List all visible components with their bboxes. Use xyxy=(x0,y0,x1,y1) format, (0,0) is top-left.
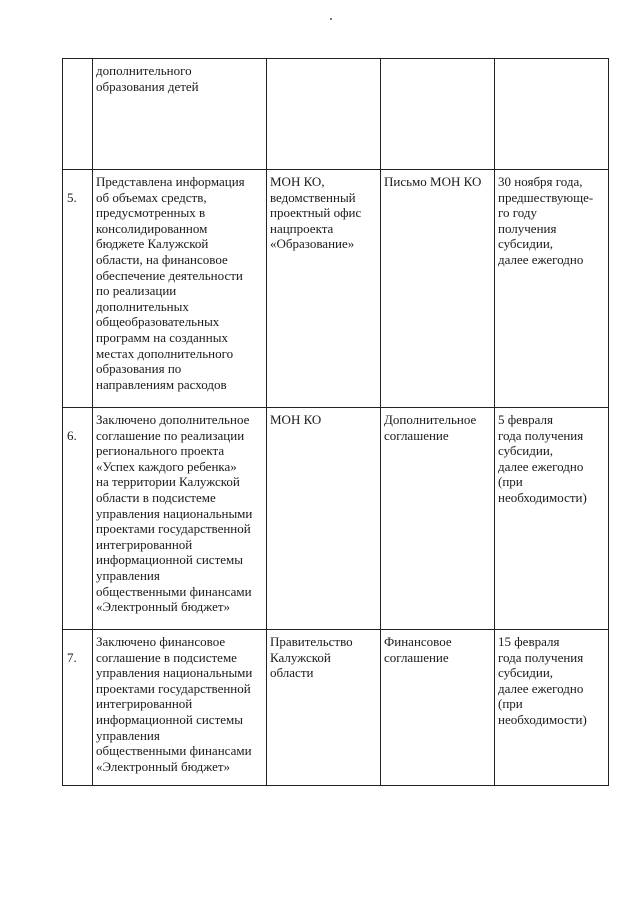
responsible-cell xyxy=(267,170,381,408)
table-row xyxy=(63,170,609,408)
plan-table xyxy=(62,58,609,786)
row-number: 5. xyxy=(63,170,93,408)
table-row-continuation xyxy=(63,59,609,170)
document-cell xyxy=(381,170,495,408)
number-cell xyxy=(63,59,93,170)
document-cell xyxy=(381,59,495,170)
deadline-text: 5 февраля года получения субсидии, далее ежегодно (при необходимости) xyxy=(498,412,587,505)
page-scan-mark xyxy=(330,18,332,20)
deadline-text: 30 ноября года, предшествующе- го году получения субсидии, далее ежегодно xyxy=(498,174,594,267)
description-text: Заключено финансовое соглашение в подсистеме управления национальными проектами государственной интегрированной информационной системы управления общественными финансами «Электронный бюджет» xyxy=(96,634,253,774)
description-cell xyxy=(93,170,267,408)
row-number: 7. xyxy=(63,630,93,786)
document-cell xyxy=(381,408,495,630)
description-cell xyxy=(93,59,267,170)
deadline-cell xyxy=(495,59,609,170)
document-cell xyxy=(381,630,495,786)
deadline-cell xyxy=(495,170,609,408)
document-text: Дополнительное соглашение xyxy=(384,412,477,443)
document-text: Письмо МОН КО xyxy=(384,174,482,189)
description-cell xyxy=(93,408,267,630)
responsible-text: Правительство Калужской области xyxy=(270,634,353,681)
deadline-cell xyxy=(495,408,609,630)
responsible-text: МОН КО, ведомственный проектный офис нацпроекта «Образование» xyxy=(270,174,362,252)
document-text: Финансовое соглашение xyxy=(384,634,452,665)
description-text: Заключено дополнительное соглашение по реализации регионального проекта «Успех каждого ребенка» на территории Калужской области в подсистеме управления национальными проектами государственной интегрированной информационной системы управления общественными финансами «Электронный бюджет» xyxy=(96,412,253,615)
description-text: Представлена информация об объемах средств, предусмотренных в консолидированном бюджете Калужской области, на финансовое обеспечение деятельности по реализации дополнительных общеобразовательных программ на созданных местах дополнительного образования по направлениям расходов xyxy=(96,174,245,392)
table-row xyxy=(63,408,609,630)
deadline-cell xyxy=(495,630,609,786)
responsible-text: МОН КО xyxy=(270,412,322,427)
responsible-cell xyxy=(267,408,381,630)
responsible-cell xyxy=(267,630,381,786)
responsible-cell xyxy=(267,59,381,170)
table-row xyxy=(63,630,609,786)
description-cell xyxy=(93,630,267,786)
row-number: 6. xyxy=(63,408,93,630)
description-text: дополнительного образования детей xyxy=(96,63,199,94)
deadline-text: 15 февраля года получения субсидии, далее ежегодно (при необходимости) xyxy=(498,634,587,727)
